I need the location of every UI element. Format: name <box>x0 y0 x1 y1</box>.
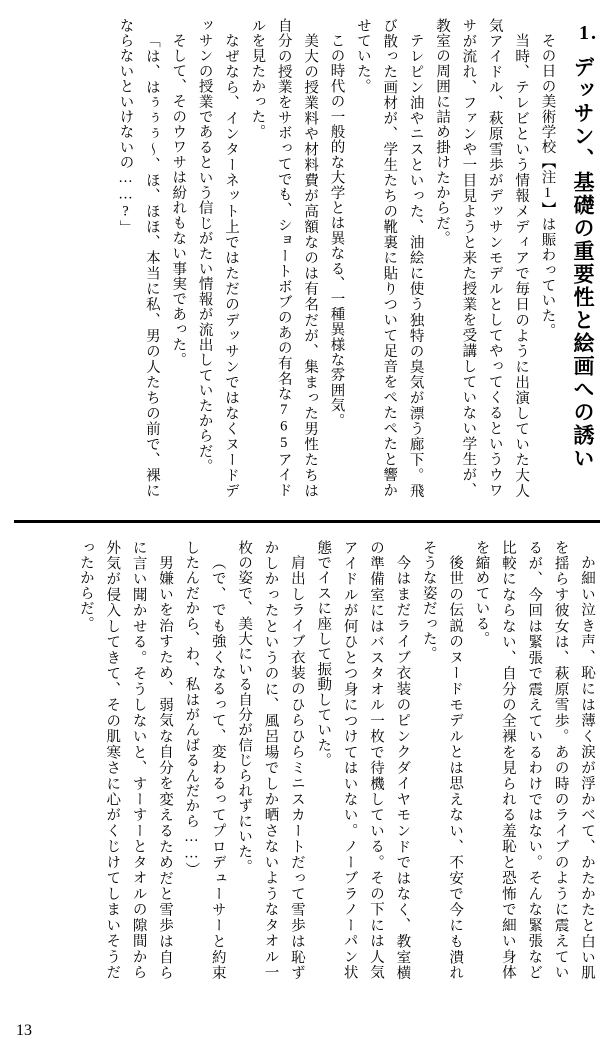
paragraph: そして、そのウワサは紛れもない事実であった。 <box>170 32 187 367</box>
paragraph: 後世の伝説のヌードモデルとは思えない、不安で今にも潰れそうな姿だった。 <box>420 540 464 980</box>
chapter-heading <box>567 18 599 488</box>
chapter-number: 1. <box>579 22 598 44</box>
paragraph: 男嫌いを治すため、弱気な自分を変えるためだと雪歩は自らに言い聞かせる。そうしないと、すーすーとタオルの隙間から外気が侵入してきて、その肌寒さに心がくじけてしまいそうだったからだ。 <box>77 540 173 980</box>
paragraph: その日の美術学校【注1】は賑わっていた。 <box>539 32 556 338</box>
paragraph: この時代の一般的な大学とは異なる、一種異様な雰囲気。 <box>328 32 345 428</box>
paragraph: 美大の授業料や材料費が高額なのは有名だが、集まった男性たちは自分の授業をサボってでも、ショートボブのあの有名な765アイドルを見たかった。 <box>249 18 319 498</box>
paragraph: 今はまだライブ衣装のピンクダイヤモンドではなく、教室横の準備室にはバスタオル一枚で待機している。その下には人気アイドルが何ひとつ身につけてはいない。ノーブラノーパン状態でイスに座して振動していた。 <box>315 540 411 980</box>
top-text-section <box>0 8 614 513</box>
paragraph: 肩出しライブ衣装のひらひらミニスカートだって雪歩は恥ずかしかったというのに、風呂場でしか晒さないようなタオル一枚の姿で、美大にいる自分が信じられずにいた。 <box>236 540 305 980</box>
bottom-body-text <box>73 540 601 980</box>
bottom-text-section <box>0 534 614 1004</box>
paragraph: （で、でも強くなるって、変わるってプロデューサーと約束したんだから、わ、私はがんばるんだから……） <box>183 540 226 980</box>
section-divider <box>14 520 600 523</box>
paragraph: か細い泣き声、恥には薄く涙が浮かべて、かたかたと白い肌を揺らす彼女は、萩原雪歩。あの時のライブのように震えているが、今回は緊張で震えているわけではない。そんな緊張など比較にならない、自分の全裸を見られる羞恥と恐怖で細い身体を縮めている。 <box>473 540 595 980</box>
paragraph: なぜなら、インターネット上ではただのデッサンではなくヌードデッサンの授業であるという信じがたい情報が流出していたからだ。 <box>196 18 239 498</box>
chapter-title-text: デッサン、基礎の重要性と絵画への誘い <box>571 56 595 470</box>
page-number: 13 <box>16 1022 32 1039</box>
paragraph: テレピン油やニスといった、油絵に使う独特の臭気が漂う廊下。飛び散った画材が、学生たちの靴裏に貼りついて足音をぺたぺたと響かせていた。 <box>354 18 424 498</box>
paragraph: 当時、テレビという情報メディアで毎日のように出演していた大人気アイドル、萩原雪歩がデッサンモデルとしてやってくるというウワサが流れ、ファンや一目見ようと来た授業を受講していない学生が、教室の周囲に詰め掛けたからだ。 <box>434 18 530 498</box>
top-body-text <box>112 18 560 498</box>
paragraph: 「は、はぅぅぅ～、ほ、ほほ、本当に私、男の人たちの前で、裸にならないといけないの……?」 <box>117 18 160 498</box>
